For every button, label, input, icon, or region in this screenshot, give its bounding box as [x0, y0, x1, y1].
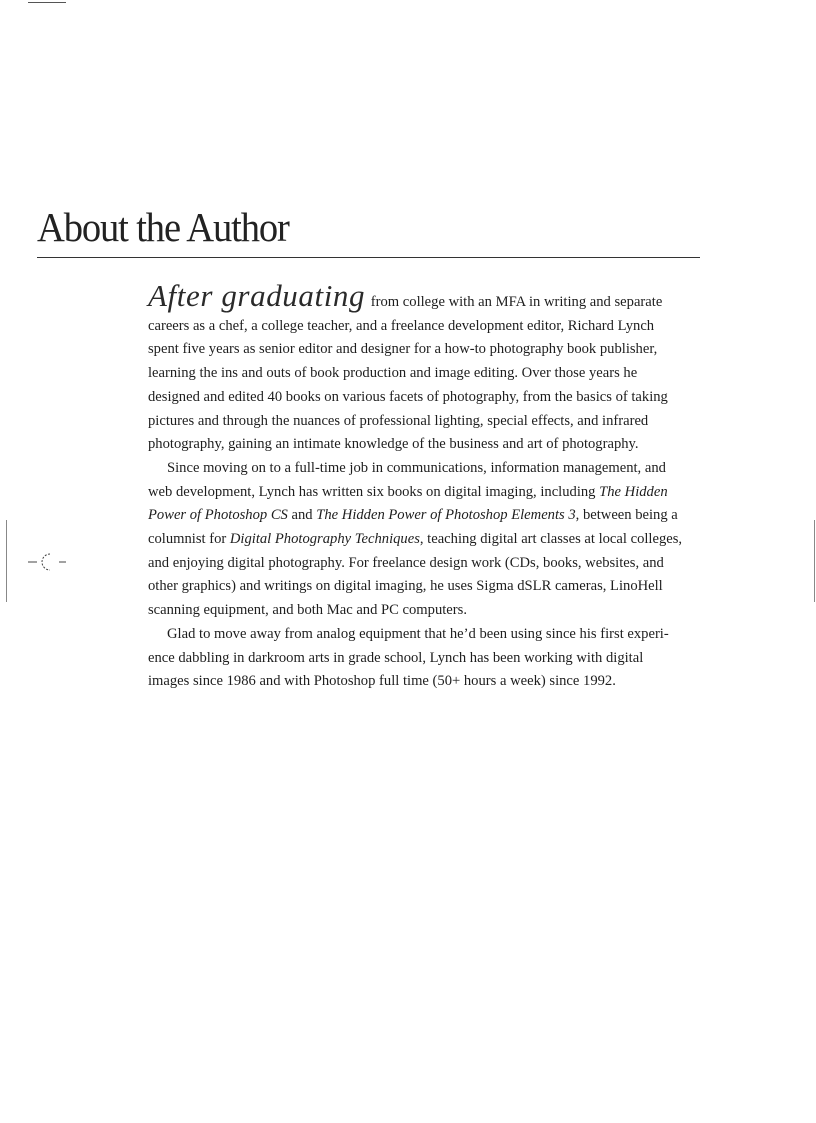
- bio-paragraph-2: [148, 457, 702, 623]
- author-bio: [148, 278, 702, 694]
- text-line: Glad to move away from analog equipment that he’d been using since his first experi-: [167, 625, 669, 642]
- registration-mark-icon: [28, 551, 70, 571]
- crop-mark-left: [6, 520, 7, 602]
- bio-paragraph-3: [148, 623, 702, 694]
- text-line: careers as a chef, a college teacher, and a freelance development editor, Richard Lynch: [148, 317, 655, 334]
- text-line: designed and edited 40 books on various facets of photography, from the basics of taking: [148, 388, 668, 405]
- text-line: ence dabbling in darkroom arts in grade school, Lynch has been working with digital: [148, 649, 644, 666]
- text-line: photography, gaining an intimate knowledge of the business and art of photography.: [148, 436, 639, 453]
- text-line: web development, Lynch has written six books on digital imaging, including The Hidden: [148, 483, 668, 500]
- crop-mark-top: [28, 2, 66, 3]
- text-line: and enjoying digital photography. For freelance design work (CDs, books, websites, and: [148, 554, 664, 571]
- text-line: columnist for Digital Photography Techniques, teaching digital art classes at local colleges,: [148, 531, 683, 548]
- publication-title: Digital Photography Techniques: [229, 531, 420, 548]
- lead-in-phrase: After graduating: [148, 278, 366, 313]
- text-line: pictures and through the nuances of professional lighting, special effects, and infrared: [148, 412, 649, 429]
- text-line: other graphics) and writings on digital imaging, he uses Sigma dSLR cameras, LinoHell: [148, 578, 663, 595]
- book-title: The Hidden Power of Photoshop Elements 3: [316, 507, 576, 524]
- text-line: Since moving on to a full-time job in communications, information management, and: [167, 459, 666, 476]
- text-line: After graduating from college with an MFA in writing and separate: [148, 278, 663, 313]
- title-rule: [37, 257, 700, 258]
- book-title: Power of Photoshop CS: [148, 507, 288, 524]
- text-line: spent five years as senior editor and designer for a how-to photography book publisher,: [148, 341, 658, 358]
- chapter-title: About the Author: [37, 204, 289, 250]
- text-line: learning the ins and outs of book production and image editing. Over those years he: [148, 365, 638, 382]
- bio-paragraph-1: [148, 278, 702, 457]
- crop-mark-right: [814, 520, 815, 602]
- text-line: Power of Photoshop CS and The Hidden Power of Photoshop Elements 3, between being a: [148, 507, 678, 524]
- text-line: images since 1986 and with Photoshop full time (50+ hours a week) since 1992.: [148, 673, 616, 690]
- book-title: The Hidden: [599, 483, 668, 500]
- text-line: scanning equipment, and both Mac and PC computers.: [148, 602, 467, 619]
